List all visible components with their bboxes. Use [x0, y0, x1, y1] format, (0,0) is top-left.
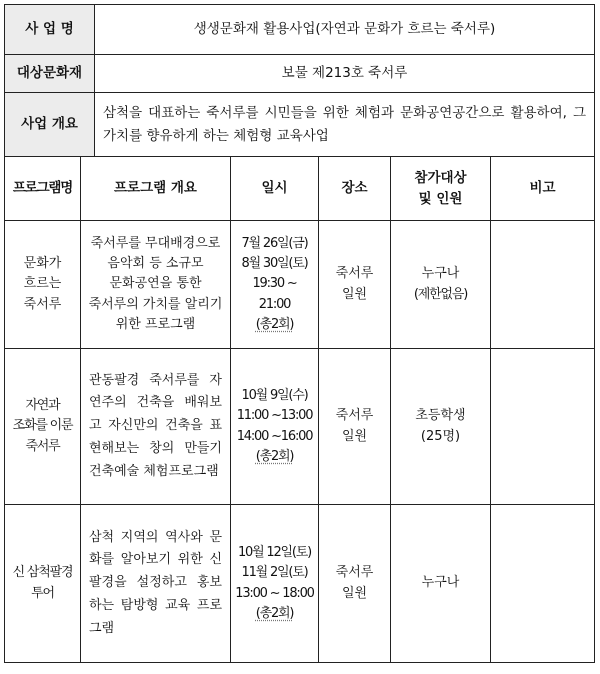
- overview-value: 삼척을 대표하는 죽서루를 시민들을 위한 체험과 문화공연공간으로 활용하여, 그 가치를 향유하게 하는 체험형 교육사업: [95, 93, 595, 157]
- program-1-summary: [81, 221, 231, 349]
- program-3-place: [319, 505, 391, 663]
- program-3-target: [391, 505, 491, 663]
- program-2-date-line: 11:00 ~13:00: [236, 408, 313, 424]
- program-2-name-line: 자연과: [25, 398, 60, 414]
- program-1-summary-line: 위한 프로그램: [115, 316, 196, 332]
- program-1-place: [319, 221, 391, 349]
- program-1-date-line: (총2회): [255, 316, 294, 332]
- program-2-name: [5, 349, 81, 505]
- program-3-date-line: 10월 12일(토): [237, 545, 312, 561]
- project-name-label: 사 업 명: [5, 5, 95, 55]
- program-2-target: [391, 349, 491, 505]
- column-program-summary: 프로그램 개요: [81, 157, 231, 221]
- program-1-name-line: 문화가: [23, 256, 62, 272]
- overview-row: [5, 93, 595, 157]
- program-1-target-line: (제한없음): [413, 286, 468, 302]
- program-1-summary-line: 문화공연을 통한: [109, 276, 202, 292]
- program-1-date-line: 19:30 ~: [252, 276, 297, 292]
- program-1-summary-line: 죽서루의 가치를 알리기: [88, 296, 223, 312]
- column-note: 비고: [491, 157, 595, 221]
- column-target-line1: 참가대상: [414, 169, 467, 186]
- program-3-name-line: 투어: [31, 585, 54, 601]
- program-2-date-line: (총2회): [255, 448, 294, 464]
- program-3-date-line: (총2회): [255, 605, 294, 621]
- program-3-place-line: 일원: [341, 585, 368, 601]
- program-2-place-line: 죽서루: [335, 408, 374, 424]
- program-2-date-line: 14:00 ~16:00: [236, 428, 313, 444]
- program-1-target-line: 누구나: [421, 266, 460, 282]
- column-program-name: 프로그램명: [5, 157, 81, 221]
- program-table-header-row: [5, 157, 595, 221]
- program-3-date: [231, 505, 319, 663]
- program-1-place-line: 일원: [341, 286, 368, 302]
- program-1-summary-line: 죽서루를 무대배경으로: [90, 236, 221, 252]
- program-2-place: [319, 349, 391, 505]
- project-info-table: [4, 4, 595, 157]
- target-heritage-row: [5, 55, 595, 93]
- project-document: [4, 4, 594, 663]
- program-2-name-line: 조화를 이룬: [12, 418, 73, 434]
- column-target-line2: 및 인원: [418, 190, 463, 207]
- program-3-target-line: 누구나: [421, 575, 460, 591]
- program-1-summary-line: 음악회 등 소규모: [107, 256, 204, 272]
- program-table: [4, 156, 595, 663]
- program-2-date-line: 10월 9일(수): [241, 388, 308, 404]
- column-place: 장소: [319, 157, 391, 221]
- target-heritage-value: 보물 제213호 죽서루: [95, 55, 595, 93]
- program-2-place-line: 일원: [341, 428, 368, 444]
- program-2-target-line: 초등학생: [415, 408, 466, 424]
- program-3-place-line: 죽서루: [335, 565, 374, 581]
- program-2-summary: 관동팔경 죽서루를 자연주의 건축을 배워보고 자신만의 건축을 표현해보는 창의 만들기 건축예술 체험프로그램: [81, 349, 231, 505]
- program-1-target: [391, 221, 491, 349]
- project-name-row: [5, 5, 595, 55]
- program-row-2: [5, 349, 595, 505]
- column-target: [391, 157, 491, 221]
- program-3-date-line: 13:00 ~ 18:00: [235, 585, 314, 601]
- program-3-note: [491, 505, 595, 663]
- program-3-date-line: 11월 2일(토): [241, 565, 308, 581]
- program-1-date: [231, 221, 319, 349]
- program-2-date: [231, 349, 319, 505]
- program-row-3: [5, 505, 595, 663]
- program-1-note: [491, 221, 595, 349]
- overview-label: 사업 개요: [5, 93, 95, 157]
- program-1-place-line: 죽서루: [335, 266, 374, 282]
- program-1-name: [5, 221, 81, 349]
- program-2-name-line: 죽서루: [25, 438, 60, 454]
- program-3-name-line: 신 삼척팔경: [12, 565, 73, 581]
- program-3-summary: 삼척 지역의 역사와 문화를 알아보기 위한 신 팔경을 설정하고 홍보하는 탐방형 교육 프로그램: [81, 505, 231, 663]
- program-row-1: [5, 221, 595, 349]
- program-1-date-line: 7월 26일(금): [241, 236, 308, 252]
- program-1-name-line: 흐르는: [23, 276, 62, 292]
- program-1-name-line: 죽서루: [23, 296, 62, 312]
- program-1-date-line: 8월 30일(토): [241, 256, 308, 272]
- target-heritage-label: 대상문화재: [5, 55, 95, 93]
- program-3-name: [5, 505, 81, 663]
- program-2-target-line: (25명): [420, 428, 461, 444]
- project-name-value: 생생문화재 활용사업(자연과 문화가 흐르는 죽서루): [95, 5, 595, 55]
- program-2-note: [491, 349, 595, 505]
- program-1-date-line: 21:00: [258, 296, 291, 312]
- column-date: 일시: [231, 157, 319, 221]
